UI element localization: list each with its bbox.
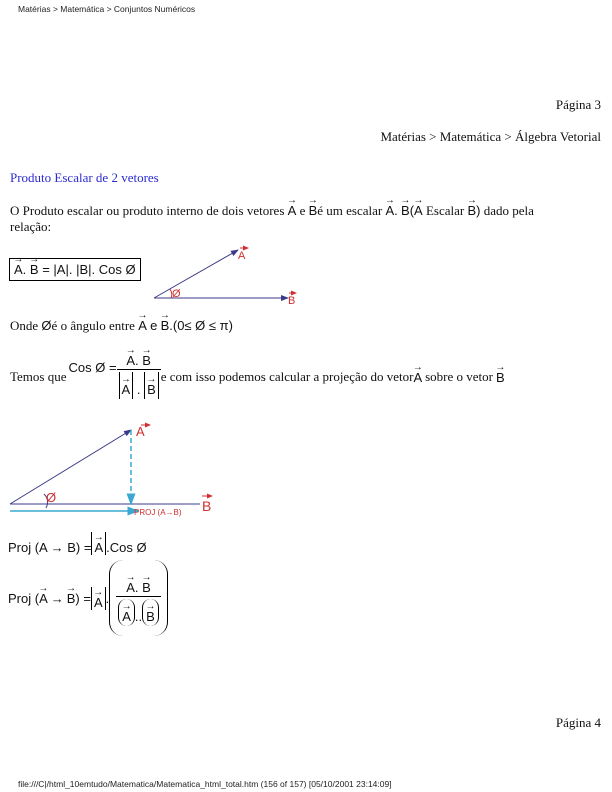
proj-prefix: Proj (A → B) =: [8, 540, 92, 555]
intro-paragraph-line1: O Produto escalar ou produto interno de dois vetores → A e → Bé um escalar → A. → B(→ A Escalar → B) dado pela: [10, 203, 534, 219]
proj-close: ) =: [75, 590, 91, 606]
vector-b: → B: [161, 319, 170, 332]
escalar-word: Escalar: [425, 203, 465, 218]
vector-a: → A: [122, 610, 131, 623]
vector-a: → A: [122, 383, 131, 396]
vector-a: → A: [14, 263, 23, 276]
dot-product-formula: [9, 258, 141, 281]
cosine-formula-line: [10, 343, 505, 399]
vector-b: → B: [496, 371, 505, 384]
label-a: A: [136, 424, 145, 439]
vector-a: → A: [39, 592, 48, 605]
vector-b: → B: [309, 204, 318, 217]
vector-b: → B: [401, 204, 410, 217]
proj-suffix: .Cos Ø: [106, 540, 147, 555]
intro-paragraph-line2: relação:: [10, 219, 52, 234]
onde-text: Onde: [10, 318, 39, 333]
projection-formula-2: Proj ( → A → → B ) = → A . → A. → B → A ..→ B: [8, 560, 168, 636]
cosine-fraction: → A. → B → A . → B: [117, 343, 161, 399]
onde-text-2: é o ângulo entre: [51, 318, 135, 333]
big-parenthesis: [109, 560, 168, 636]
vector-b: → B: [30, 263, 39, 276]
vector-b: → B: [142, 354, 151, 367]
intro-text-3: dado pela: [483, 203, 534, 218]
projection-diagram: [8, 418, 228, 520]
projection-formula-1: [8, 532, 147, 555]
cos-label: Cos Ø =: [68, 359, 117, 375]
page-number-bottom: Página 4: [555, 715, 601, 730]
vector-a: → A: [414, 204, 423, 217]
vector-a: → A: [94, 596, 103, 609]
temos-text-3: sobre o vetor: [425, 369, 493, 384]
projection-label: PROJ (A→B): [134, 508, 182, 517]
dot: .: [22, 262, 27, 277]
vector-a-arrow: [154, 250, 238, 298]
browser-header-breadcrumb: Matérias > Matemática > Conjuntos Numéricos: [18, 4, 196, 14]
temos-text-2: e com isso podemos calcular a projeção do vetor: [160, 369, 414, 384]
intro-text-1: O Produto escalar ou produto interno de dois vetores: [10, 203, 285, 218]
vector-b: → B: [147, 383, 156, 396]
conj-e: e: [299, 203, 306, 218]
angle-label: Ø: [46, 490, 57, 505]
vector-b: → B: [467, 204, 476, 217]
formula-rhs: = |A|. |B|. Cos Ø: [42, 262, 136, 277]
label-b: B: [288, 295, 296, 306]
section-title: Produto Escalar de 2 vetores: [10, 170, 159, 185]
conj-e: e: [150, 318, 158, 333]
angle-definition: [10, 318, 233, 334]
page-number-top: Página 3: [555, 97, 601, 112]
footer-file-path: file:///C|/html_10emtudo/Matematica/Matematica_html_total.htm (156 of 157) [05/10/2001 23:14:09]: [18, 779, 392, 789]
vector-a: → A: [413, 371, 422, 384]
section-breadcrumb: Matérias > Matemática > Álgebra Vetorial: [380, 129, 601, 144]
vector-a: → A: [94, 541, 103, 554]
angle-label: Ø: [172, 288, 181, 300]
proj-prefix: Proj (: [8, 590, 40, 606]
vector-a: → A: [126, 354, 135, 367]
label-a: A: [238, 250, 246, 262]
vector-a: → A: [288, 204, 297, 217]
temos-text: Temos que: [10, 369, 67, 384]
label-b: B: [202, 498, 212, 514]
projection-fraction: → A. → B → A ..→ B: [116, 570, 161, 626]
intro-text-2: é um escalar: [317, 203, 383, 218]
vector-b: → B: [67, 592, 76, 605]
arrow-symbol: →: [50, 590, 64, 606]
vector-b: → B: [146, 610, 155, 623]
angle-range: .(0≤ Ø ≤ π): [169, 318, 233, 333]
dot: .: [394, 203, 398, 218]
vector-b: → B: [142, 581, 151, 594]
vector-angle-diagram: [150, 242, 300, 306]
vector-a-arrow: [10, 430, 131, 504]
vector-a: → A: [385, 204, 394, 217]
vector-a: → A: [126, 581, 135, 594]
vector-a: → A: [138, 319, 147, 332]
angle-symbol: Ø: [41, 318, 52, 333]
